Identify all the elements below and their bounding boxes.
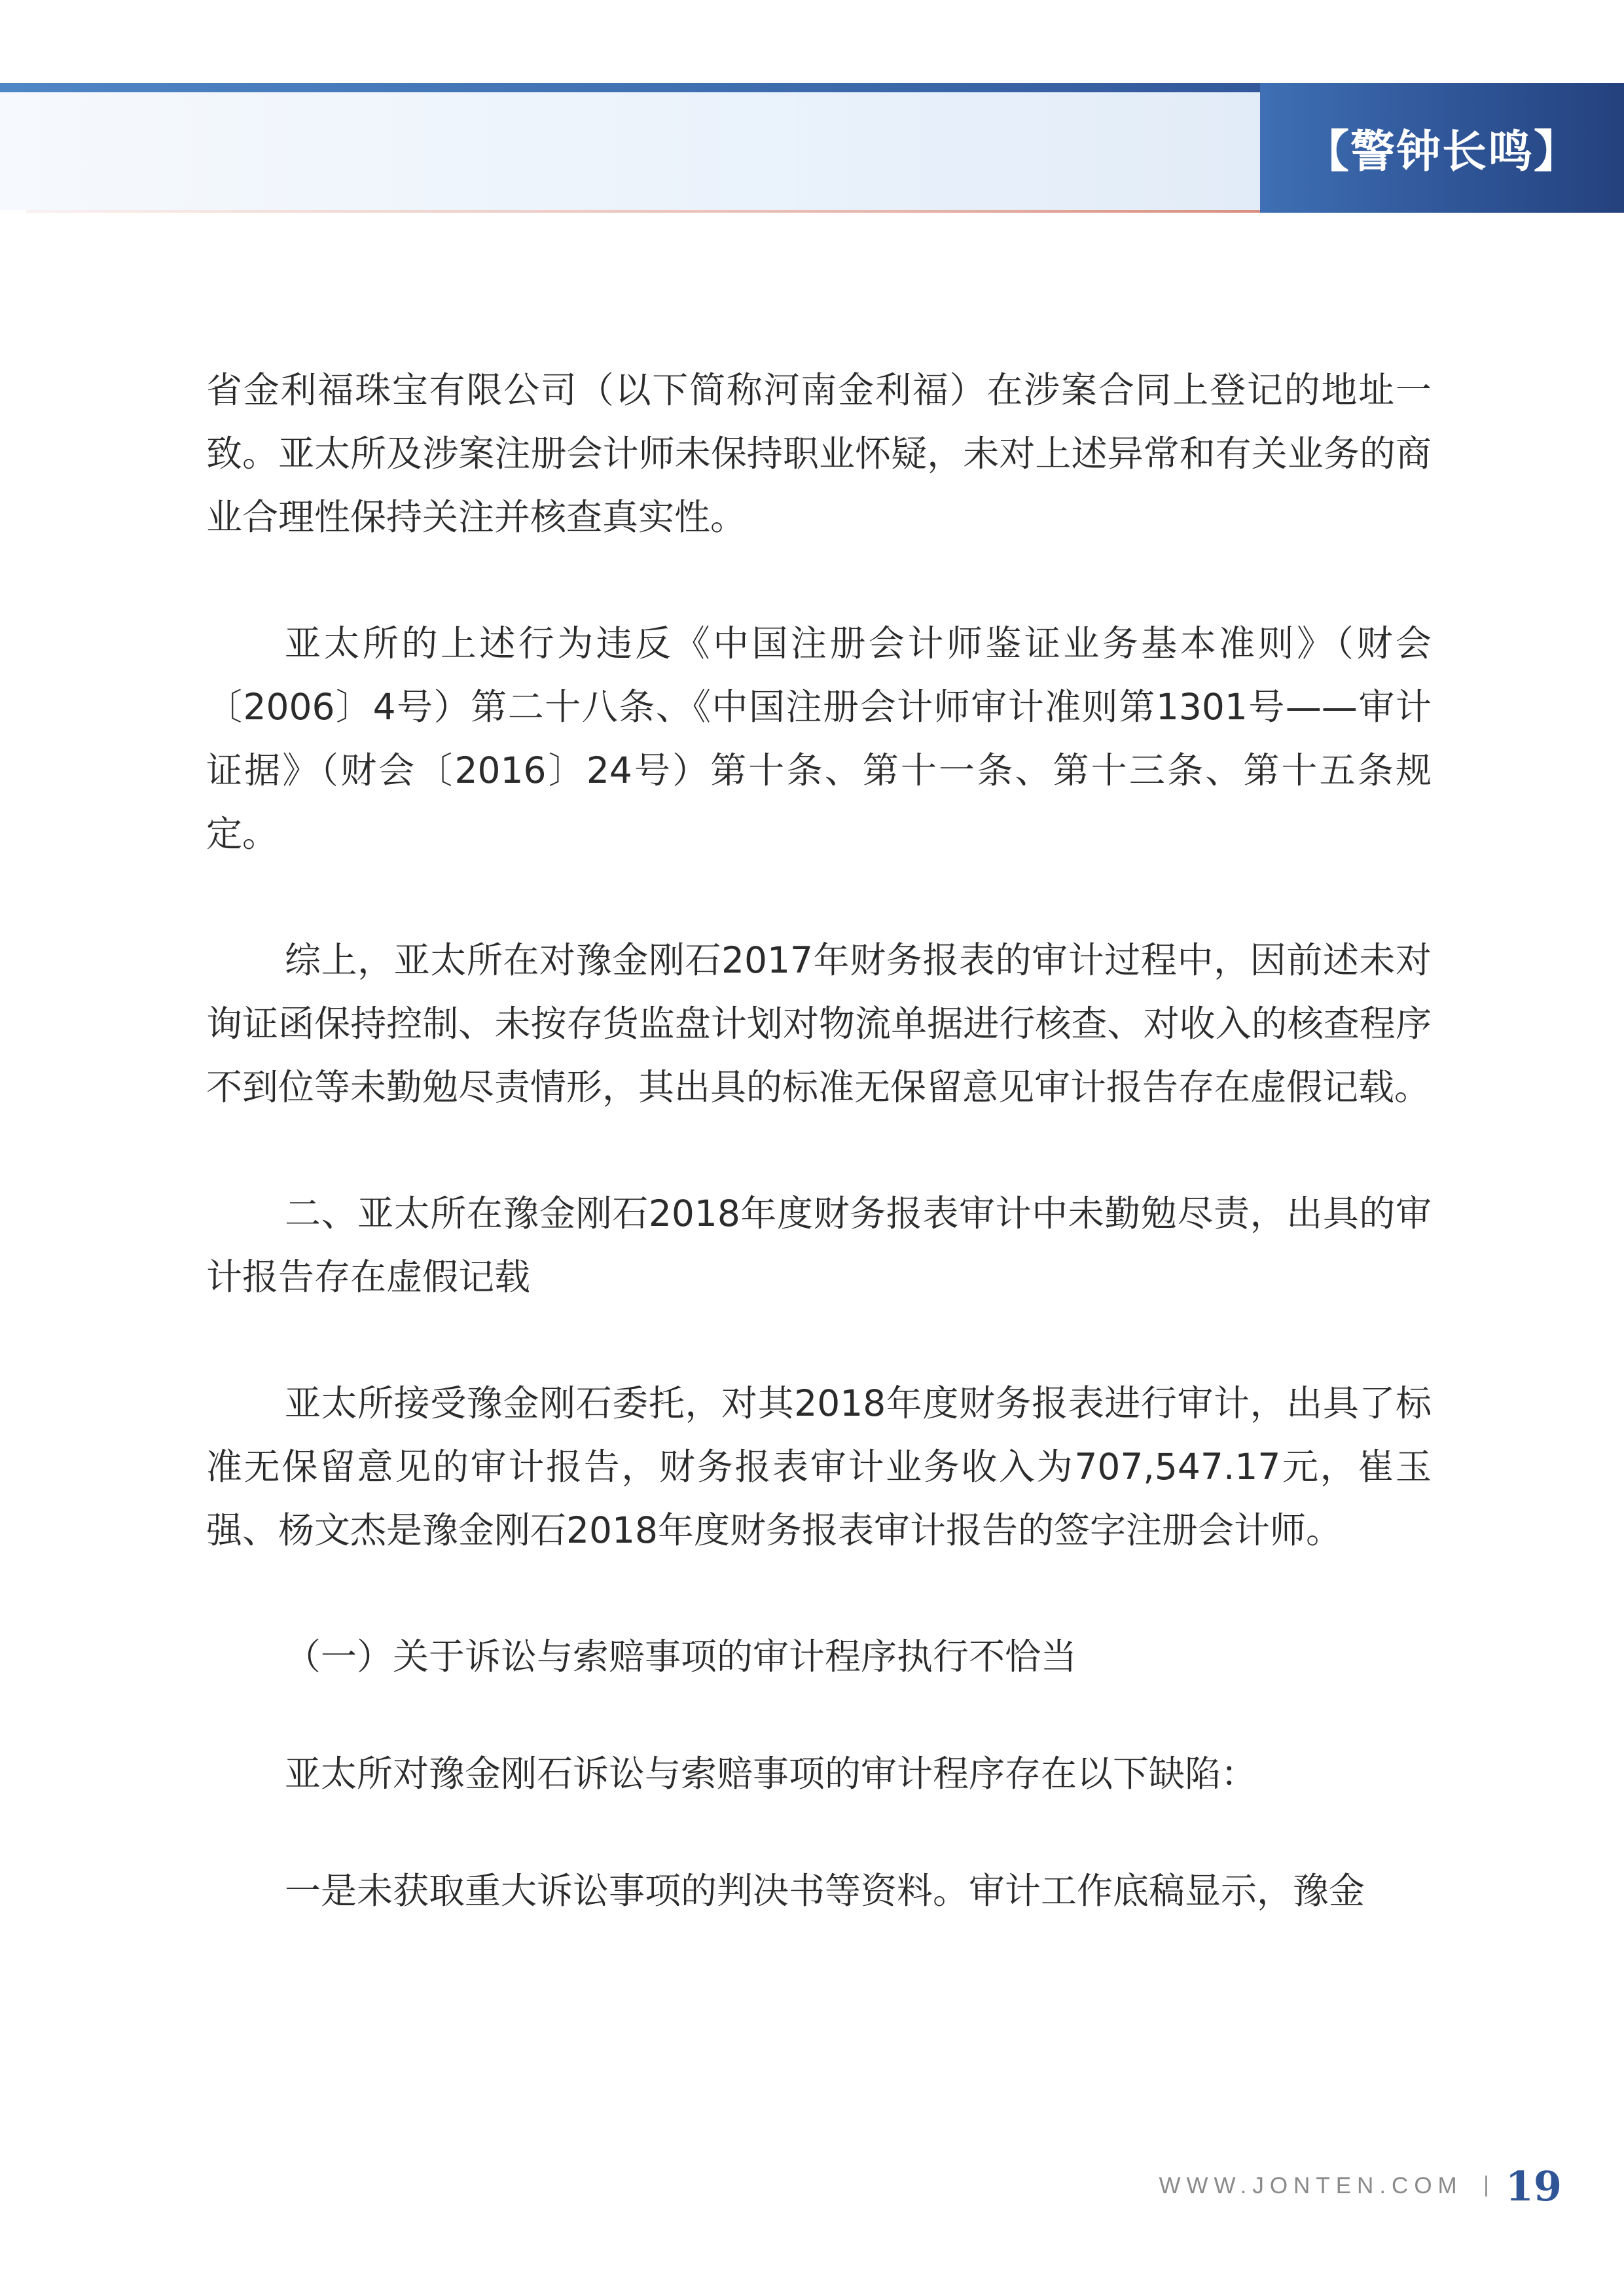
website-url: WWW.JONTEN.COM [1159,2173,1463,2198]
body-text [206,359,1432,1923]
section-heading: 二、亚太所在豫金刚石2018年度财务报表审计中未勤勉尽责，出具的审计报告存在虚假记载 [206,1193,1432,1298]
paragraph: 亚太所的上述行为违反《中国注册会计师鉴证业务基本准则》（财会〔2006〕4号）第二十八条、《中国注册会计师审计准则第1301号——审计证据》（财会〔2016〕24号）第十条、第十一条、第十三条、第十五条规定。 [206,622,1432,855]
subsection-heading: （一）关于诉讼与索赔事项的审计程序执行不恰当 [285,1636,1077,1677]
footer-divider [1485,2176,1487,2197]
header-rule [26,210,1260,213]
section-tag [1260,83,1624,213]
paragraph: 综上，亚太所在对豫金刚石2017年财务报表的审计过程中，因前述未对询证函保持控制、未按存货监盘计划对物流单据进行核查、对收入的核查程序不到位等未勤勉尽责情形，其出具的标准无保留意见审计报告存在虚假记载。 [206,939,1432,1108]
page-number: 19 [1505,2162,1562,2210]
page-footer [1159,2160,1562,2212]
section-tag-label: 【警钟长鸣】 [1304,125,1579,178]
paragraph: 省金利福珠宝有限公司（以下简称河南金利福）在涉案合同上登记的地址一致。亚太所及涉案注册会计师未保持职业怀疑，未对上述异常和有关业务的商业合理性保持关注并核查真实性。 [206,369,1432,538]
paragraph: 亚太所对豫金刚石诉讼与索赔事项的审计程序存在以下缺陷： [285,1753,1257,1795]
header-band [0,92,1260,210]
paragraph: 一是未获取重大诉讼事项的判决书等资料。审计工作底稿显示，豫金 [285,1870,1365,1912]
header-accent-line [0,83,1260,92]
paragraph: 亚太所接受豫金刚石委托，对其2018年度财务报表进行审计，出具了标准无保留意见的审计报告，财务报表审计业务收入为707,547.17元，崔玉强、杨文杰是豫金刚石2018年度财务报表审计报告的签字注册会计师。 [206,1382,1432,1551]
